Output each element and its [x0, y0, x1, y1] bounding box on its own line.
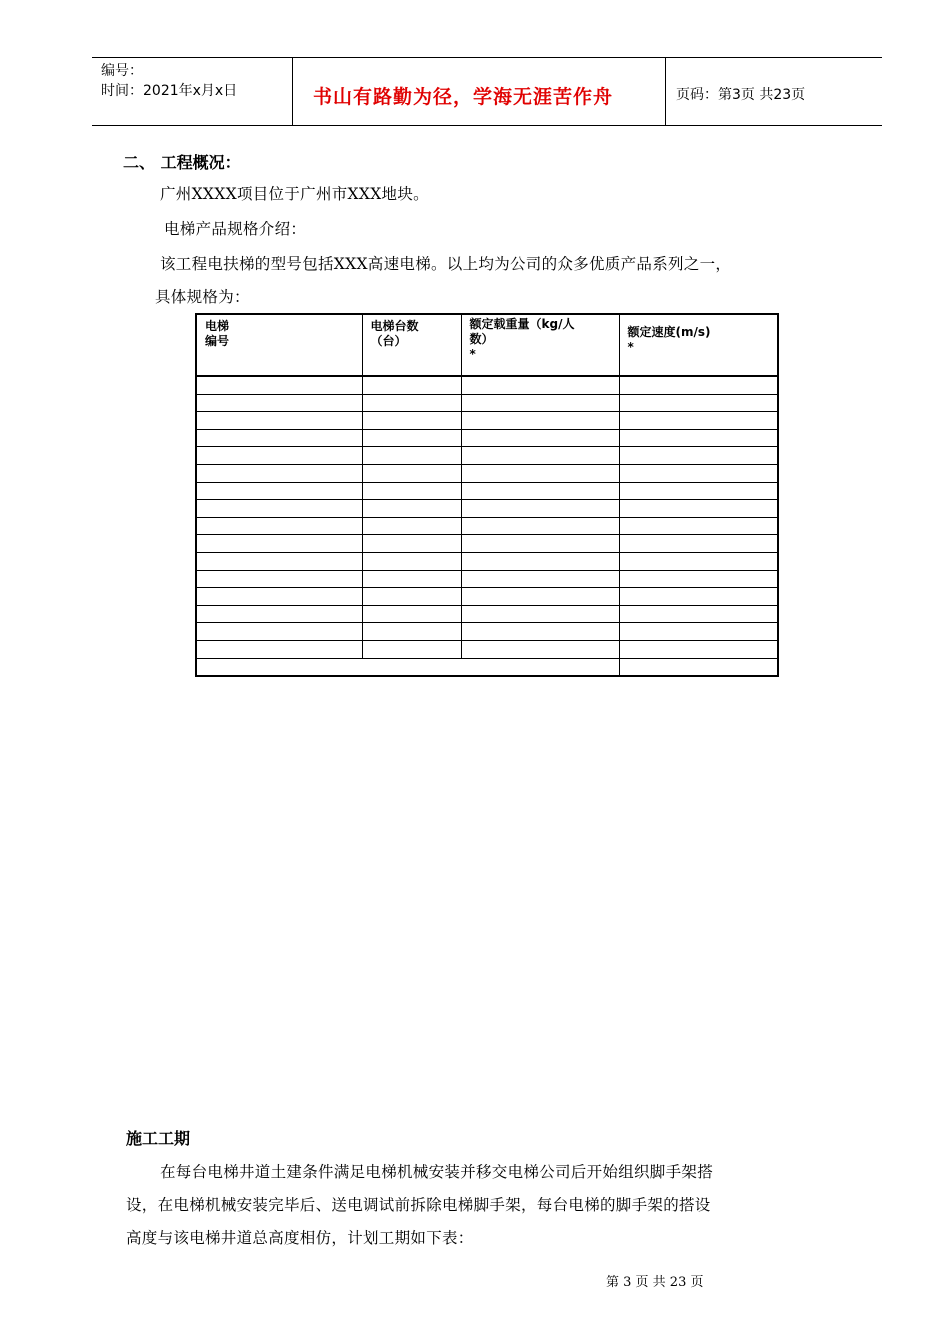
- table-cell: [196, 517, 362, 535]
- table-cell: [196, 605, 362, 623]
- table-row: [196, 447, 778, 465]
- header-divider-right: [665, 57, 666, 126]
- schedule-line-2: 设，在电梯机械安装完毕后、送电调试前拆除电梯脚手架，每台电梯的脚手架的搭设: [126, 1196, 711, 1214]
- overview-heading: 二、 工程概况：: [123, 153, 241, 172]
- header-line: 电梯台数: [370, 319, 419, 333]
- table-cell: [619, 552, 778, 570]
- header-page-label: 页码：第3页 共23页: [676, 87, 806, 103]
- table-cell-merged: [196, 658, 619, 676]
- table-row: [196, 605, 778, 623]
- table-cell: [619, 500, 778, 518]
- overview-line-location: 广州XXXX项目位于广州市XXX地块。: [160, 185, 429, 203]
- table-cell: [362, 429, 461, 447]
- table-cell: [619, 482, 778, 500]
- table-cell: [196, 464, 362, 482]
- table-cell: [196, 447, 362, 465]
- table-cell: [196, 412, 362, 430]
- table-cell: [362, 535, 461, 553]
- table-cell: [362, 640, 461, 658]
- header-number-label: 编号：: [101, 63, 143, 79]
- table-cell: [196, 500, 362, 518]
- table-cell: [619, 570, 778, 588]
- schedule-line-3: 高度与该电梯井道总高度相仿，计划工期如下表：: [126, 1229, 474, 1247]
- header-line: 额定载重量（kg/人: [469, 317, 575, 331]
- table-cell: [461, 640, 619, 658]
- table-row: [196, 588, 778, 606]
- table-cell: [461, 412, 619, 430]
- table-cell: [362, 394, 461, 412]
- col-header-elevator-number: [196, 314, 362, 376]
- table-cell: [619, 640, 778, 658]
- table-cell: [619, 376, 778, 394]
- table-cell: [619, 464, 778, 482]
- table-row: [196, 500, 778, 518]
- table-cell: [196, 623, 362, 641]
- table-cell: [461, 429, 619, 447]
- table-row: [196, 570, 778, 588]
- table-cell: [619, 535, 778, 553]
- header-motto: 书山有路勤为径，学海无涯苦作舟: [313, 86, 614, 108]
- table-row: [196, 482, 778, 500]
- table-cell: [362, 464, 461, 482]
- table-cell: [461, 482, 619, 500]
- table-row: [196, 535, 778, 553]
- header-bottom-rule: [92, 125, 882, 126]
- table-row: [196, 394, 778, 412]
- table-row: [196, 517, 778, 535]
- table-cell: [196, 588, 362, 606]
- table-cell: [461, 588, 619, 606]
- table-cell: [461, 464, 619, 482]
- table-cell: [362, 570, 461, 588]
- overview-line-models: 该工程电扶梯的型号包括XXX高速电梯。以上均为公司的众多优质产品系列之一，: [160, 255, 732, 273]
- header-line: 额定速度(m/s): [627, 325, 711, 339]
- table-row: [196, 658, 778, 676]
- header-line: 编号: [205, 334, 230, 348]
- table-cell: [196, 429, 362, 447]
- table-cell: [461, 376, 619, 394]
- table-cell: [619, 412, 778, 430]
- table-cell: [196, 640, 362, 658]
- table-cell: [362, 376, 461, 394]
- table-cell: [196, 376, 362, 394]
- overview-line-spec-label: 具体规格为：: [155, 288, 250, 306]
- table-cell: [196, 535, 362, 553]
- col-header-elevator-count: [362, 314, 461, 376]
- table-cell: [362, 623, 461, 641]
- table-row: [196, 640, 778, 658]
- table-row: [196, 552, 778, 570]
- table-header-row: [196, 314, 778, 376]
- table-cell: [619, 588, 778, 606]
- table-cell: [619, 623, 778, 641]
- table-cell: [362, 482, 461, 500]
- header-line: *: [627, 340, 634, 354]
- footer-page-number: 第 3 页 共 23 页: [606, 1275, 704, 1290]
- header-line: （台）: [370, 334, 407, 348]
- table-cell: [619, 517, 778, 535]
- col-header-rated-speed: [619, 314, 778, 376]
- table-cell: [362, 447, 461, 465]
- schedule-heading: 施工工期: [126, 1129, 191, 1148]
- table-body: [196, 376, 778, 676]
- col-header-rated-load: [461, 314, 619, 376]
- table-cell: [461, 623, 619, 641]
- table-cell: [619, 429, 778, 447]
- table-cell: [619, 447, 778, 465]
- table-row: [196, 412, 778, 430]
- table-cell: [619, 394, 778, 412]
- table-cell: [362, 500, 461, 518]
- table-cell: [461, 535, 619, 553]
- table-cell: [461, 447, 619, 465]
- table-cell: [196, 482, 362, 500]
- table-cell: [619, 658, 778, 676]
- table-cell: [461, 552, 619, 570]
- header-line: 电梯: [205, 319, 230, 333]
- table-cell: [619, 605, 778, 623]
- overview-line-spec-intro: 电梯产品规格介绍：: [164, 220, 307, 238]
- table-cell: [362, 552, 461, 570]
- table-cell: [461, 605, 619, 623]
- table-row: [196, 429, 778, 447]
- table-row: [196, 623, 778, 641]
- header-line: *: [469, 347, 476, 361]
- table-cell: [196, 570, 362, 588]
- table-cell: [362, 517, 461, 535]
- table-cell: [362, 588, 461, 606]
- header-divider-left: [292, 57, 293, 126]
- header-line: 数）: [469, 332, 494, 346]
- elevator-spec-table: [195, 313, 779, 677]
- table-cell: [461, 394, 619, 412]
- table-cell: [461, 517, 619, 535]
- header-top-rule: [92, 57, 882, 58]
- table-row: [196, 464, 778, 482]
- schedule-line-1: 在每台电梯井道土建条件满足电梯机械安装并移交电梯公司后开始组织脚手架搭: [160, 1163, 714, 1181]
- header-time-label: 时间：2021年x月x日: [101, 83, 238, 99]
- table-cell: [196, 552, 362, 570]
- table-cell: [362, 412, 461, 430]
- table-cell: [196, 394, 362, 412]
- table-cell: [461, 500, 619, 518]
- table-row: [196, 376, 778, 394]
- table-cell: [362, 605, 461, 623]
- table-cell: [461, 570, 619, 588]
